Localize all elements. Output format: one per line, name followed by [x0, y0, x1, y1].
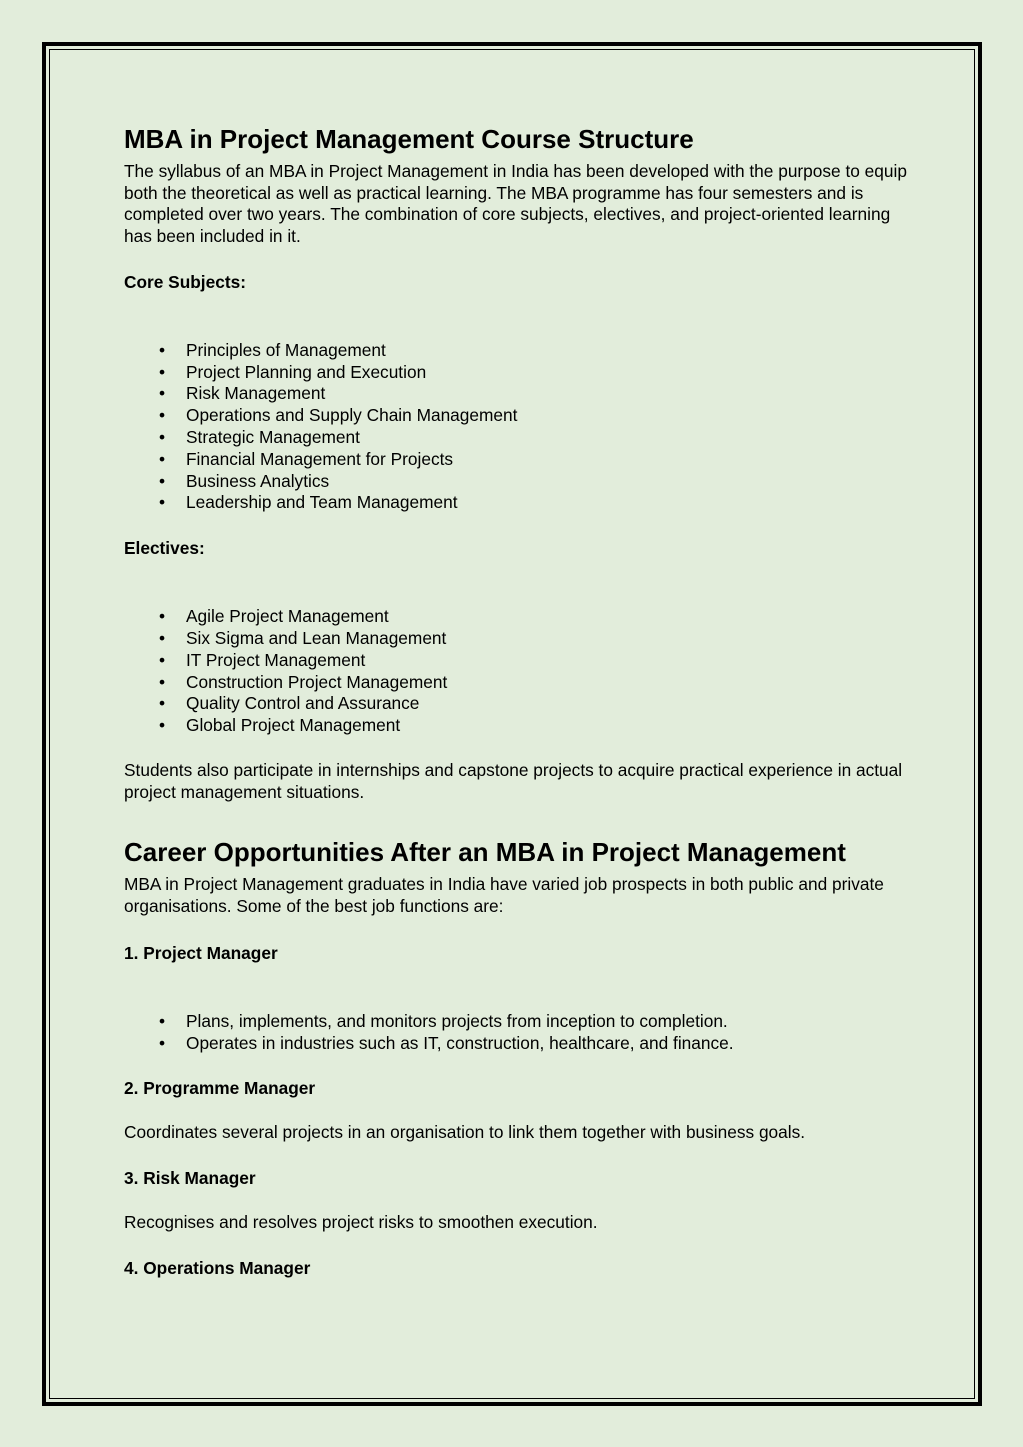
course-structure-intro: The syllabus of an MBA in Project Management in India has been developed with the purpose to equip both the theoretical as well as practical learning. The MBA programme has four semesters and is completed over two years. The combination of core subjects, electives, and project-oriented learning has been included in it. [124, 161, 907, 247]
bullet-icon: • [159, 427, 166, 447]
list-item: • Operations and Supply Chain Management [159, 405, 518, 426]
list-item: • Global Project Management [159, 715, 401, 736]
bullet-icon: • [159, 339, 166, 360]
list-item: • Agile Project Management [159, 606, 389, 627]
electives-heading: Electives: [124, 538, 205, 559]
list-item: • Plans, implements, and monitors projects from inception to completion. [159, 1010, 728, 1031]
bullet-icon: • [159, 1032, 166, 1053]
risk-manager-description: Recognises and resolves project risks to smoothen execution. [124, 1212, 598, 1233]
electives-list [124, 606, 914, 737]
bullet-icon: • [159, 361, 166, 382]
bullet-icon: • [159, 492, 166, 513]
list-item: • Strategic Management [159, 427, 360, 447]
list-item: • IT Project Management [159, 649, 366, 670]
section-title-course-structure: MBA in Project Management Course Structure [124, 124, 694, 154]
role-heading-programme-manager: 2. Programme Manager [124, 1078, 316, 1099]
career-intro: MBA in Project Management graduates in India have varied job prospects in both public and private organisations. Some of the best job functions are: [124, 874, 884, 917]
list-item: • Risk Management [159, 383, 326, 404]
list-item: • Principles of Management [159, 339, 386, 360]
bullet-icon: • [159, 383, 166, 404]
bullet-icon: • [159, 606, 166, 627]
list-item: • Six Sigma and Lean Management [159, 627, 447, 648]
bullet-icon: • [159, 671, 166, 692]
programme-manager-description: Coordinates several projects in an organisation to link them together with business goals. [124, 1122, 806, 1143]
bullet-icon: • [159, 448, 166, 469]
core-subjects-list [124, 340, 914, 514]
section-title-career-opportunities: Career Opportunities After an MBA in Project Management [124, 837, 846, 868]
core-subjects-heading: Core Subjects: [124, 271, 246, 292]
role-heading-project-manager: 1. Project Manager [124, 942, 278, 963]
document-body [124, 120, 914, 1279]
bullet-icon: • [159, 715, 166, 736]
bullet-icon: • [159, 649, 166, 670]
list-item: • Financial Management for Projects [159, 448, 454, 469]
bullet-icon: • [159, 1010, 166, 1031]
bullet-icon: • [159, 627, 166, 648]
list-item: • Leadership and Team Management [159, 492, 458, 513]
bullet-icon: • [159, 405, 166, 426]
list-item: • Construction Project Management [159, 671, 448, 692]
course-structure-closing: Students also participate in internships and capstone projects to acquire practical experience in actual project management situations. [124, 759, 903, 802]
list-item: • Operates in industries such as IT, construction, healthcare, and finance. [159, 1032, 734, 1053]
bullet-icon: • [159, 693, 166, 714]
role-heading-risk-manager: 3. Risk Manager [124, 1168, 256, 1189]
list-item: • Project Planning and Execution [159, 361, 427, 382]
list-item: • Quality Control and Assurance [159, 693, 420, 714]
bullet-icon: • [159, 470, 166, 491]
role-heading-operations-manager: 4. Operations Manager [124, 1257, 311, 1278]
list-item: • Business Analytics [159, 470, 330, 491]
project-manager-list [124, 1011, 914, 1055]
